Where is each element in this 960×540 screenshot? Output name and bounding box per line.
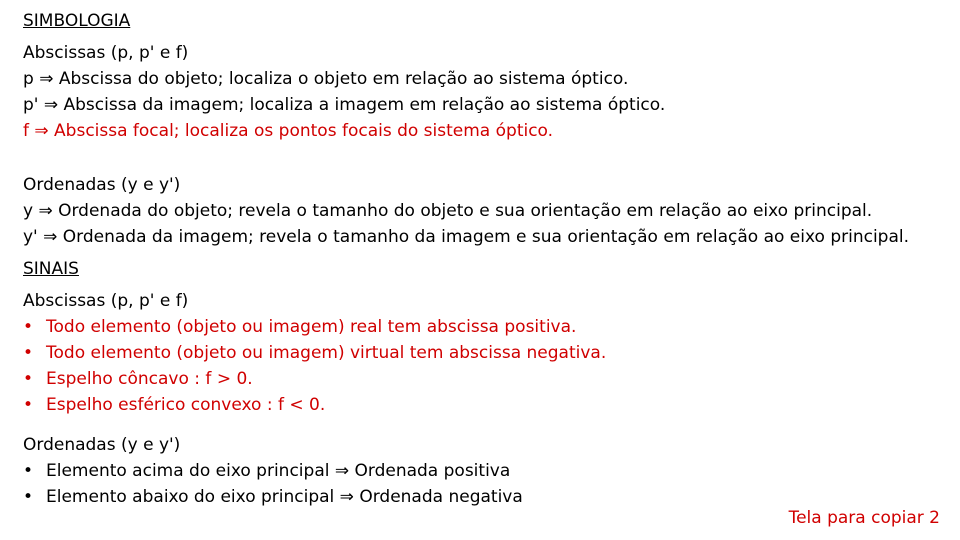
abscissa-imagem-line: p' ⇒ Abscissa da imagem; localiza a imagem em relação ao sistema óptico. [23, 95, 666, 115]
list-item [23, 340, 953, 366]
bullet-icon: • [23, 317, 34, 337]
sinais-ordenadas-title: Ordenadas (y e y') [23, 435, 181, 455]
footer-note: Tela para copiar 2 [788, 508, 940, 528]
spacer [23, 418, 953, 432]
sinais-abscissas-title: Abscissas (p, p' e f) [23, 291, 189, 311]
sinal-real-text: Todo elemento (objeto ou imagem) real tem abscissa positiva. [46, 317, 577, 337]
bullet-icon: • [23, 487, 34, 507]
ordenada-imagem-line: y' ⇒ Ordenada da imagem; revela o tamanho da imagem e sua orientação em relação ao eixo principal. [23, 227, 910, 247]
simbologia-abscissas-title: Abscissas (p, p' e f) [23, 43, 189, 63]
espelho-convexo-text: Espelho esférico convexo : f < 0. [46, 395, 326, 415]
abscissa-focal-line: f ⇒ Abscissa focal; localiza os pontos focais do sistema óptico. [23, 121, 554, 141]
simbologia-heading-row [23, 8, 953, 34]
ordenada-positiva-text: Elemento acima do eixo principal ⇒ Ordenada positiva [46, 461, 511, 481]
bullet-icon: • [23, 343, 34, 363]
simbologia-ordenadas-title: Ordenadas (y e y') [23, 175, 181, 195]
espelho-concavo-text: Espelho côncavo : f > 0. [46, 369, 253, 389]
abscissa-objeto-line: p ⇒ Abscissa do objeto; localiza o objeto em relação ao sistema óptico. [23, 69, 629, 89]
spacer [23, 158, 953, 172]
sinais-heading: SINAIS [23, 259, 79, 279]
list-item [23, 392, 953, 418]
bullet-icon: • [23, 461, 34, 481]
slide-content [23, 8, 953, 510]
spacer [23, 144, 953, 158]
list-item [23, 458, 953, 484]
ordenada-objeto-line: y ⇒ Ordenada do objeto; revela o tamanho do objeto e sua orientação em relação ao eixo principal. [23, 201, 873, 221]
list-item [23, 314, 953, 340]
ordenada-negativa-text: Elemento abaixo do eixo principal ⇒ Ordenada negativa [46, 487, 523, 507]
bullet-icon: • [23, 369, 34, 389]
sinais-heading-row [23, 256, 953, 282]
list-item [23, 366, 953, 392]
simbologia-heading: SIMBOLOGIA [23, 11, 131, 31]
bullet-icon: • [23, 395, 34, 415]
sinal-virtual-text: Todo elemento (objeto ou imagem) virtual tem abscissa negativa. [46, 343, 607, 363]
